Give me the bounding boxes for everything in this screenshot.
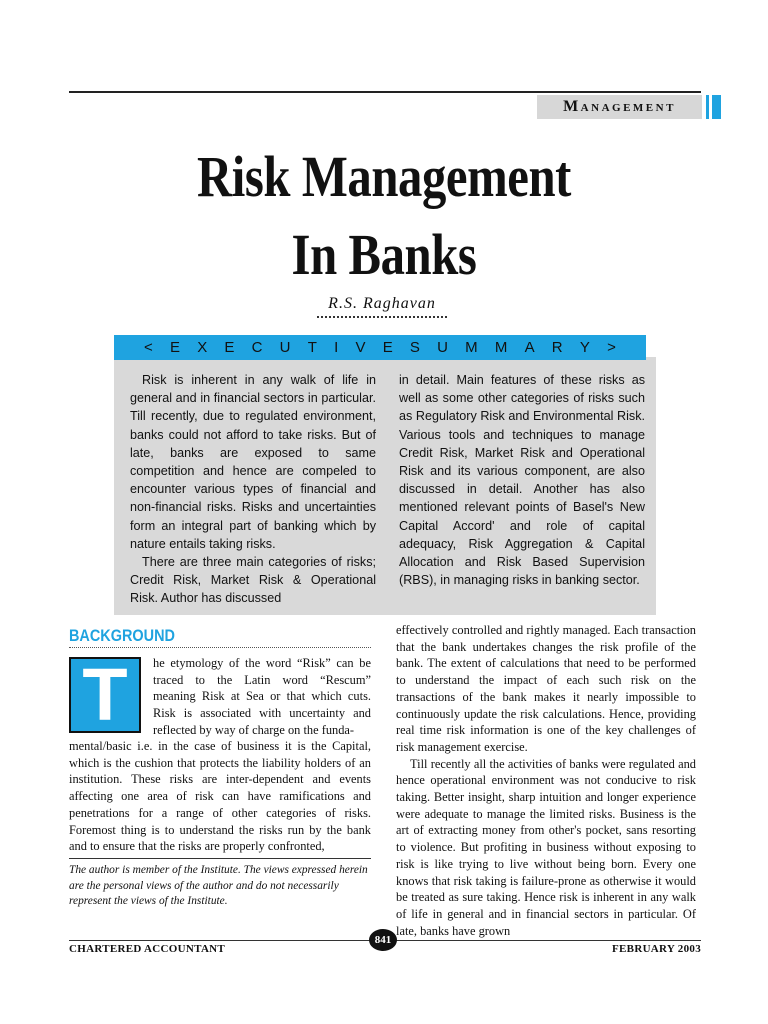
summary-heading-letter: U (279, 339, 291, 356)
summary-column-left (130, 371, 376, 608)
author-name: R.S. Raghavan (328, 295, 436, 312)
body-paragraph: effectively controlled and rightly managed. Each transaction that the bank undertakes changes the risk profile of the bank. The extent of calculations that need to be performed to understand the impact of each such risk on the transactions of the bank makes it nearly impossible to continuously update the risk calculations. Hence, providing real time risk information is one of the key challenges of risk management exercise. (396, 623, 696, 754)
summary-heading-letter: X (197, 339, 208, 356)
summary-heading-letter: E (224, 339, 235, 356)
summary-heading-letter: < (144, 339, 153, 356)
top-rule (69, 91, 701, 93)
summary-heading-letter: C (251, 339, 263, 356)
footer-publication: CHARTERED ACCOUNTANT (69, 943, 226, 955)
section-tag-accent-thick (712, 95, 721, 119)
page-number: 841 (369, 929, 397, 951)
summary-heading-letter: M (465, 339, 478, 356)
footnote-rule (69, 858, 371, 859)
summary-paragraph: Risk is inherent in any walk of life in general and in financial sectors in particular. Till recently, due to regulated environment, banks could not afford to take risks. But of late, banks are exposed to same competition and hence are compeled to encounter various types of financial and non-financial risks. Risks and uncertainties form an integral part of banking which by nature entails taking risks. (130, 373, 376, 551)
body-column-1-continued: mental/basic i.e. in the case of business it is the Capital, which is the cushion that protects the liability holders of an institution. These risks are inter-dependent and events affecting one area of risk can have ramifications and penetrations for a range of other categories of risks. Foremost thing is to understand the risks run by the bank and to ensure that the risks are properly confronted, (69, 739, 371, 854)
drop-cap: T (69, 657, 141, 733)
summary-heading-letter: V (355, 339, 366, 356)
summary-paragraph: in detail. Main features of these risks as well as some other categories of risks such as Regulatory Risk and Environmental Risk. Various tools and techniques to manage Credit Risk, Market Risk and Operational Risk and its various component, are also discussed in detail. Another has also mentioned relevant points of Basel's New Capital Accord' and role of capital adequacy, Risk Aggregation & Capital Allocation and Risk Based Supervision (RBS), in managing risks in banking sector. (399, 373, 645, 588)
title-line-1: Risk Management (197, 144, 571, 209)
body-column-1-intro: he etymology of the word “Risk” can be traced to the Latin word “Rescum” meaning Risk at Sea or that which cuts. Risk is associated with uncertainty and reflected by way of charge on the funda- (153, 656, 371, 737)
background-heading-rule (69, 647, 371, 648)
summary-heading-letter: E (382, 339, 393, 356)
summary-heading-letter: R (551, 339, 563, 356)
body-column-2 (396, 622, 696, 939)
footer-date: FEBRUARY 2003 (612, 943, 701, 955)
section-tag: Management (537, 95, 702, 119)
executive-summary-heading (114, 335, 646, 360)
summary-heading-letter: S (409, 339, 420, 356)
section-tag-accent-thin (706, 95, 709, 119)
summary-heading-letter: M (494, 339, 508, 356)
summary-heading-letter: A (524, 339, 535, 356)
summary-heading-letter: Y (579, 339, 590, 356)
summary-heading-letter: T (307, 339, 317, 356)
article-title (129, 138, 640, 294)
summary-heading-letter: E (169, 339, 180, 356)
summary-column-right (399, 371, 645, 589)
summary-heading-letter: U (437, 339, 448, 356)
summary-heading-letter: I (334, 339, 339, 356)
background-heading: BACKGROUND (69, 626, 175, 645)
summary-paragraph: There are three main categories of risks; Credit Risk, Market Risk & Operational Risk. Author has discussed (130, 555, 376, 606)
body-paragraph: Till recently all the activities of banks were regulated and hence operational environment was not conducive to risk taking. Better insight, sharp intuition and longer experience were adequate to manage the limited risks. Business is the art of extracting money from other's pocket, sans resorting to violence. But profiting in business without exposing to risk is like trying to live without being born. Every one knows that risk taking is failure-prone as otherwise it would be treated as sure taking. Hence risk is inherent in any walk of life in general and in financial sectors in particular. Of late, banks have grown (396, 756, 696, 938)
title-line-2: In Banks (291, 222, 477, 287)
author-dotted-rule (317, 316, 447, 318)
author-footnote: The author is member of the Institute. The views expressed herein are the personal views of the author and do not necessarily represent the views of the Institute. (69, 864, 368, 907)
summary-heading-letter: > (607, 339, 616, 356)
